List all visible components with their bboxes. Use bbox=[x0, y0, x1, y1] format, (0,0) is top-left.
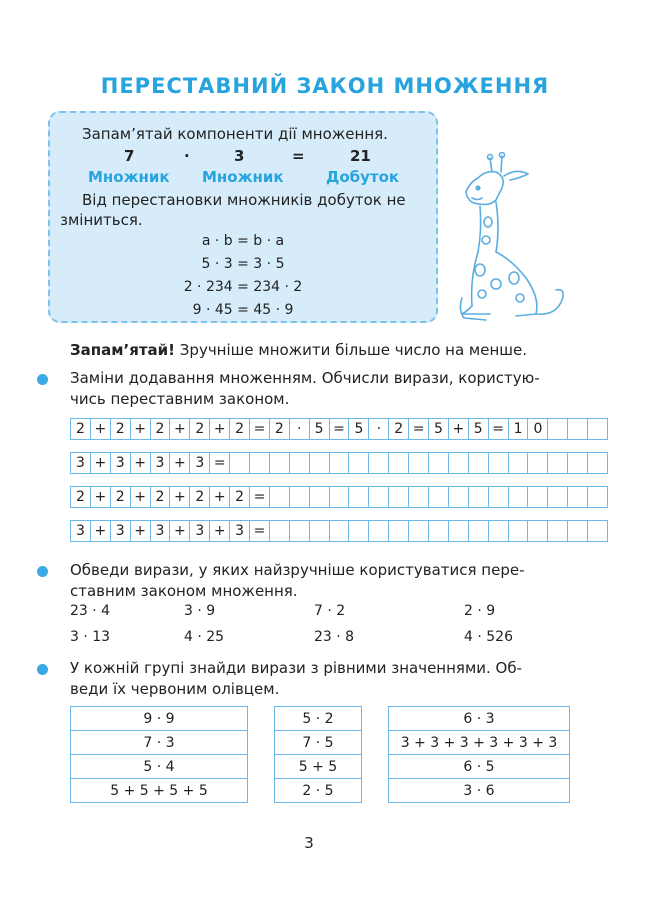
grid-cell[interactable]: + bbox=[91, 521, 111, 542]
group-cell[interactable]: 5 + 5 + 5 + 5 bbox=[71, 779, 248, 803]
remember-text: Зручніше множити більше число на менше. bbox=[175, 341, 527, 359]
rule-box bbox=[48, 111, 438, 323]
example-factor-1: 7 bbox=[124, 147, 135, 165]
rule-statement-line2: зміниться. bbox=[60, 211, 143, 229]
grid-cell[interactable]: + bbox=[210, 487, 230, 508]
grid-cell[interactable] bbox=[548, 419, 568, 440]
grid-cell[interactable]: · bbox=[369, 419, 389, 440]
grid-cell[interactable]: + bbox=[170, 453, 190, 474]
grid-cell[interactable] bbox=[429, 487, 449, 508]
grid-cell[interactable]: + bbox=[210, 419, 230, 440]
page-number: 3 bbox=[304, 834, 314, 852]
grid-cell[interactable]: 2 bbox=[230, 419, 250, 440]
example-dot: · bbox=[184, 147, 190, 165]
grid-cell[interactable]: + bbox=[131, 521, 151, 542]
expression[interactable]: 23 · 8 bbox=[314, 629, 355, 645]
grid-cell[interactable]: 5 bbox=[349, 419, 369, 440]
task1-text-line2: чись переставним законом. bbox=[70, 390, 290, 408]
grid-cell[interactable] bbox=[349, 521, 369, 542]
task2-text-line2: ставним законом множення. bbox=[70, 582, 298, 600]
task-bullet-icon bbox=[37, 664, 48, 675]
label-product: Добуток bbox=[326, 168, 400, 186]
grid-cell[interactable]: + bbox=[131, 419, 151, 440]
grid-cell[interactable] bbox=[528, 453, 548, 474]
grid-cell[interactable] bbox=[489, 521, 509, 542]
grid-cell[interactable]: + bbox=[449, 419, 469, 440]
grid-cell[interactable]: 2 bbox=[190, 419, 210, 440]
grid-cell[interactable] bbox=[489, 487, 509, 508]
grid-cell[interactable]: 0 bbox=[528, 419, 548, 440]
giraffe-illustration bbox=[456, 148, 576, 328]
grid-cell[interactable]: 1 bbox=[509, 419, 529, 440]
label-multiplier-1: Множник bbox=[88, 168, 170, 186]
grid-cell[interactable]: = bbox=[330, 419, 350, 440]
grid-cell[interactable]: 5 bbox=[310, 419, 330, 440]
grid-cell[interactable] bbox=[290, 453, 310, 474]
formula: a · b = b · a bbox=[201, 233, 285, 249]
grid-cell[interactable]: = bbox=[210, 453, 230, 474]
grid-cell[interactable] bbox=[389, 453, 409, 474]
grid-cell[interactable] bbox=[469, 521, 489, 542]
grid-cell[interactable]: + bbox=[91, 453, 111, 474]
formula: 9 · 45 = 45 · 9 bbox=[192, 302, 294, 318]
grid-cell[interactable]: 3 bbox=[111, 521, 131, 542]
answer-grid-row-4[interactable] bbox=[70, 520, 608, 542]
grid-cell[interactable] bbox=[548, 521, 568, 542]
grid-cell[interactable] bbox=[449, 521, 469, 542]
answer-grid-row-2[interactable] bbox=[70, 452, 608, 474]
grid-cell[interactable]: 2 bbox=[389, 419, 409, 440]
grid-cell[interactable]: 3 bbox=[230, 521, 250, 542]
grid-cell[interactable] bbox=[270, 453, 290, 474]
grid-cell[interactable] bbox=[389, 521, 409, 542]
task2-text bbox=[70, 560, 570, 602]
grid-cell[interactable]: 2 bbox=[111, 487, 131, 508]
grid-cell[interactable]: 2 bbox=[270, 419, 290, 440]
expression[interactable]: 4 · 25 bbox=[184, 629, 225, 645]
grid-cell[interactable]: 5 bbox=[469, 419, 489, 440]
grid-cell[interactable] bbox=[588, 487, 608, 508]
grid-cell[interactable] bbox=[270, 521, 290, 542]
grid-cell[interactable] bbox=[330, 521, 350, 542]
grid-cell[interactable] bbox=[469, 487, 489, 508]
grid-cell[interactable] bbox=[310, 487, 330, 508]
grid-cell[interactable]: + bbox=[170, 487, 190, 508]
grid-cell[interactable] bbox=[449, 453, 469, 474]
group-cell[interactable]: 3 + 3 + 3 + 3 + 3 + 3 bbox=[389, 731, 570, 755]
grid-cell[interactable] bbox=[290, 521, 310, 542]
grid-cell[interactable] bbox=[310, 521, 330, 542]
group-table-1 bbox=[70, 706, 248, 803]
grid-cell[interactable] bbox=[489, 453, 509, 474]
grid-cell[interactable] bbox=[409, 521, 429, 542]
group-cell[interactable]: 6 · 3 bbox=[389, 707, 570, 731]
grid-cell[interactable]: = bbox=[409, 419, 429, 440]
group-table-2 bbox=[274, 706, 362, 803]
grid-cell[interactable]: 3 bbox=[111, 453, 131, 474]
grid-cell[interactable]: + bbox=[91, 419, 111, 440]
group-cell[interactable]: 7 · 3 bbox=[71, 731, 248, 755]
grid-cell[interactable] bbox=[568, 487, 588, 508]
page-title: ПЕРЕСТАВНИЙ ЗАКОН МНОЖЕННЯ bbox=[100, 74, 550, 98]
group-cell[interactable]: 9 · 9 bbox=[71, 707, 248, 731]
remember-note bbox=[70, 341, 527, 359]
grid-cell[interactable] bbox=[469, 453, 489, 474]
task-bullet-icon bbox=[37, 566, 48, 577]
grid-cell[interactable] bbox=[409, 453, 429, 474]
grid-cell[interactable]: 2 bbox=[111, 419, 131, 440]
expression[interactable]: 3 · 13 bbox=[70, 629, 111, 645]
grid-cell[interactable] bbox=[548, 453, 568, 474]
grid-cell[interactable] bbox=[429, 521, 449, 542]
answer-grid-row-3[interactable] bbox=[70, 486, 608, 508]
expression[interactable]: 2 · 9 bbox=[464, 603, 496, 619]
grid-cell[interactable] bbox=[290, 487, 310, 508]
example-product: 21 bbox=[350, 147, 371, 165]
grid-cell[interactable]: 2 bbox=[151, 419, 171, 440]
group-cell[interactable]: 5 + 5 bbox=[275, 755, 362, 779]
group-cell[interactable]: 5 · 4 bbox=[71, 755, 248, 779]
expression[interactable]: 23 · 4 bbox=[70, 603, 111, 619]
group-cell[interactable]: 5 · 2 bbox=[275, 707, 362, 731]
grid-cell[interactable] bbox=[349, 453, 369, 474]
grid-cell[interactable] bbox=[568, 419, 588, 440]
group-cell[interactable]: 7 · 5 bbox=[275, 731, 362, 755]
grid-cell[interactable]: = bbox=[250, 521, 270, 542]
grid-cell[interactable] bbox=[270, 487, 290, 508]
expression[interactable]: 7 · 2 bbox=[314, 603, 346, 619]
grid-cell[interactable] bbox=[568, 521, 588, 542]
grid-cell[interactable] bbox=[588, 453, 608, 474]
grid-cell[interactable] bbox=[369, 521, 389, 542]
grid-cell[interactable]: · bbox=[290, 419, 310, 440]
grid-cell[interactable]: 3 bbox=[190, 453, 210, 474]
grid-cell[interactable]: 3 bbox=[151, 453, 171, 474]
grid-cell[interactable] bbox=[449, 487, 469, 508]
grid-cell[interactable] bbox=[409, 487, 429, 508]
grid-cell[interactable] bbox=[528, 487, 548, 508]
group-cell[interactable]: 6 · 5 bbox=[389, 755, 570, 779]
label-multiplier-2: Множник bbox=[202, 168, 284, 186]
grid-cell[interactable] bbox=[310, 453, 330, 474]
grid-cell[interactable] bbox=[349, 487, 369, 508]
task3-text bbox=[70, 658, 570, 700]
grid-cell[interactable]: + bbox=[131, 487, 151, 508]
answer-grid-row-1[interactable] bbox=[70, 418, 608, 440]
grid-cell[interactable]: + bbox=[210, 521, 230, 542]
grid-cell[interactable]: 3 bbox=[71, 453, 91, 474]
grid-cell[interactable] bbox=[588, 419, 608, 440]
grid-cell[interactable]: 2 bbox=[230, 487, 250, 508]
grid-cell[interactable] bbox=[509, 453, 529, 474]
grid-cell[interactable] bbox=[369, 453, 389, 474]
grid-cell[interactable]: = bbox=[250, 487, 270, 508]
rule-statement-line1: Від перестановки множників добуток не bbox=[82, 191, 406, 209]
grid-cell[interactable]: + bbox=[131, 453, 151, 474]
task1-text bbox=[70, 368, 570, 410]
grid-cell[interactable]: 3 bbox=[190, 521, 210, 542]
group-table-3 bbox=[388, 706, 570, 803]
grid-cell[interactable] bbox=[250, 453, 270, 474]
task2-text-line1: Обведи вирази, у яких найзручніше користуватися пере- bbox=[70, 561, 525, 579]
grid-cell[interactable]: 2 bbox=[71, 487, 91, 508]
remember-label: Запам’ятай! bbox=[70, 341, 176, 359]
example-equals: = bbox=[292, 147, 305, 165]
formula: 2 · 234 = 234 · 2 bbox=[183, 279, 303, 295]
grid-cell[interactable] bbox=[330, 453, 350, 474]
rule-intro: Запам’ятай компоненти дії множення. bbox=[82, 125, 388, 143]
group-cell[interactable]: 3 · 6 bbox=[389, 779, 570, 803]
grid-cell[interactable] bbox=[509, 521, 529, 542]
grid-cell[interactable]: 2 bbox=[151, 487, 171, 508]
task3-text-line1: У кожній групі знайди вирази з рівними значеннями. Об- bbox=[70, 659, 523, 677]
grid-cell[interactable]: = bbox=[489, 419, 509, 440]
grid-cell[interactable]: + bbox=[91, 487, 111, 508]
task3-text-line2: веди їх червоним олівцем. bbox=[70, 680, 280, 698]
grid-cell[interactable] bbox=[369, 487, 389, 508]
grid-cell[interactable]: + bbox=[170, 419, 190, 440]
task-bullet-icon bbox=[37, 374, 48, 385]
expression[interactable]: 4 · 526 bbox=[464, 629, 513, 645]
example-factor-2: 3 bbox=[234, 147, 245, 165]
grid-cell[interactable] bbox=[509, 487, 529, 508]
grid-cell[interactable] bbox=[429, 453, 449, 474]
task1-text-line1: Заміни додавання множенням. Обчисли вирази, користую- bbox=[70, 369, 540, 387]
grid-cell[interactable]: 5 bbox=[429, 419, 449, 440]
grid-cell[interactable] bbox=[528, 521, 548, 542]
grid-cell[interactable]: 3 bbox=[151, 521, 171, 542]
grid-cell[interactable]: 2 bbox=[71, 419, 91, 440]
formula: 5 · 3 = 3 · 5 bbox=[201, 256, 285, 272]
grid-cell[interactable] bbox=[330, 487, 350, 508]
grid-cell[interactable]: = bbox=[250, 419, 270, 440]
grid-cell[interactable] bbox=[389, 487, 409, 508]
group-cell[interactable]: 2 · 5 bbox=[275, 779, 362, 803]
grid-cell[interactable]: + bbox=[170, 521, 190, 542]
grid-cell[interactable] bbox=[588, 521, 608, 542]
expression[interactable]: 3 · 9 bbox=[184, 603, 216, 619]
grid-cell[interactable] bbox=[230, 453, 250, 474]
grid-cell[interactable]: 2 bbox=[190, 487, 210, 508]
grid-cell[interactable] bbox=[568, 453, 588, 474]
grid-cell[interactable]: 3 bbox=[71, 521, 91, 542]
grid-cell[interactable] bbox=[548, 487, 568, 508]
